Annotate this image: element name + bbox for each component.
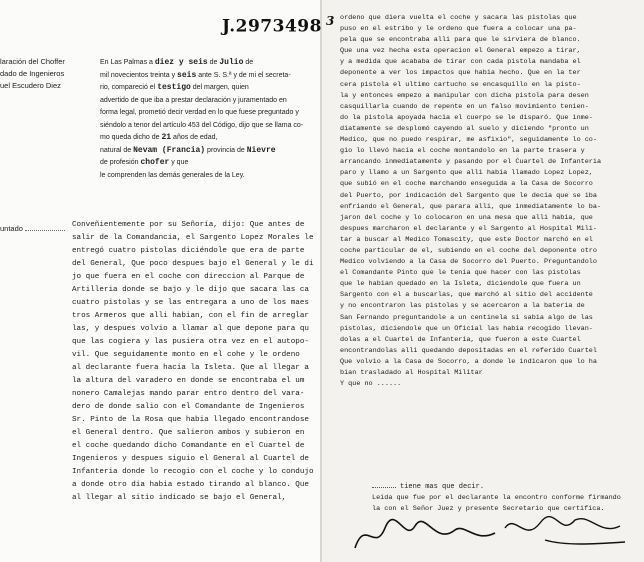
testimony-line: cuatro pistolas y se las entregara a uno de los maes <box>72 299 309 307</box>
testimony-line: arrancando inmediatamente y pasando por el Cuartel de Infanteria <box>340 158 602 167</box>
testimony-line: Sr. Pinto de la Rosa que habia llegado encontrandose <box>72 416 309 424</box>
testimony-line: del Puerto, por indicación del Sargento que le decia que se iba <box>340 191 597 200</box>
testimony-line: Que volvio a la Casa de Socorro, a donde le indicaron que lo ha <box>340 357 597 366</box>
left-testimony-text <box>72 219 316 505</box>
testimony-line: vil. Que seguidamente monto en el cohe y le ordeno <box>72 351 300 359</box>
testimony-line: do la pistola apoyada hacia el cuerpo se le disparó. Que inme- <box>340 113 593 122</box>
closing-line: tiene mas que decir. <box>372 483 484 491</box>
filled-value: chofer <box>140 158 170 167</box>
testimony-line: enfriando el General, que parara alli, que inmediatamente lo ba- <box>340 202 602 211</box>
testimony-line: diatamente se desplomó cayendo al suelo y diciendo "pronto un <box>340 124 589 133</box>
testimony-line: puso en el estribo y le ordeno que fuera a colocar una pa- <box>340 25 577 34</box>
testimony-line: pistolas, diciendole que un Oficial las habia recogido llevan- <box>340 324 593 333</box>
document-code-mark: 3 <box>325 14 335 28</box>
testimony-line: jo que fuera en el coche con direccion al Parque de <box>72 273 305 281</box>
testimony-line: que le habian quedado en la Isleta, diciendole que fuera un <box>340 280 581 289</box>
form-line <box>100 170 315 183</box>
certification-line-2: la con el Señor Juez y presente Secretario que certifica. <box>372 505 605 513</box>
form-text: ante S. S.ª y de mi el secreta- <box>196 71 291 79</box>
testimony-line: y no encontraron las pistolas y se acercaron a la bateria de <box>340 302 585 311</box>
form-line <box>100 70 315 83</box>
form-text: años de edad, <box>171 134 218 141</box>
filled-value: Julio <box>219 58 244 67</box>
testimony-line: gio lo llevó hacia el coche montandolo en la parte trasera y <box>340 147 585 156</box>
testimony-line: Artilleria donde se bajo y le dijo que sacara las ca <box>72 286 309 294</box>
filled-value: seis <box>177 70 197 80</box>
form-line <box>100 120 315 133</box>
signatures <box>345 508 640 558</box>
testimony-line: salir de la Comandancia, el Sargento Lopez Morales le <box>72 234 314 242</box>
testimony-line: nonero Camalejas mando parar entro dentro del vara- <box>72 390 305 398</box>
testimony-line: que las cogiera y las pusiera otra vez en el autopo- <box>72 338 309 346</box>
testimony-line: las, y despues volvio a llamar al que depone para qu <box>72 325 309 333</box>
testimony-line: deponente a ver los impactos que habia hecho. Que en la ter <box>340 69 581 78</box>
filled-value: 21 <box>161 133 172 142</box>
form-text: mil novecientos treinta y <box>100 71 178 79</box>
form-text: mo queda dicho de <box>100 134 162 141</box>
margin-label-3: uel Escudero Diez <box>0 81 61 90</box>
testimony-line: despues marcharon el declarante y el Sargento al Hospital Mili- <box>340 224 597 233</box>
form-text: En Las Palmas a <box>100 59 155 66</box>
testimony-line: el Comandante Pinto que le tenia que hacer con las pistolas <box>340 269 581 278</box>
testimony-line: el General dentro. Que salieron ambos y subieron en <box>72 429 305 437</box>
testimony-line: ordeno que diera vuelta el coche y sacara las pistolas que <box>340 14 577 22</box>
margin-label-1: laración del Choffer <box>0 57 65 66</box>
form-line <box>100 82 315 95</box>
document-code-number: J.2973498 <box>222 16 322 37</box>
testimony-line: encontrandolas alli quedando depositadas en el referido Cuartel <box>340 346 597 355</box>
right-testimony-text <box>340 13 640 390</box>
form-text: provincia de <box>205 146 247 154</box>
testimony-line: tar a buscar al Medico Tomascity, que este Doctor marchó en el <box>340 235 593 244</box>
testimony-line: casquillarla cuando de repente en un falso movimiento tenien- <box>340 102 589 111</box>
left-page <box>0 0 320 562</box>
form-line <box>100 57 315 70</box>
testimony-line: coche particular de el, subiendo en el coche del deponente otro <box>340 246 597 255</box>
filled-value: Nievre <box>246 145 276 155</box>
testimony-line: Medico volviendo a la Casa de Socorro del Puerto. Preguntandolo <box>340 258 597 267</box>
testimony-line: y a medida que acababa de tirar con cada pistola mandaba el <box>340 58 581 67</box>
testimony-line: dolas a el Cuartel de Infanteria, que fueron a este Cuartel <box>340 335 581 344</box>
testimony-line: el coche quedando dicho Comandante en el Cuartel de <box>72 442 305 450</box>
testimony-line: bian trasladado al Hospital Militar <box>340 369 483 377</box>
testimony-line: Que una vez hecha esta operacion el General empezo a tirar, <box>340 47 581 56</box>
filled-value: diez y seis <box>154 58 208 67</box>
testimony-line: Sargento con el a buscarlas, que marchó al sitio del accidente <box>340 291 593 300</box>
testimony-line: entregó cuatro pistolas diciéndole que era de parte <box>72 247 305 255</box>
testimony-line: pela que se encontraba alli para que le sirviera de blanco. <box>340 36 581 45</box>
testimony-line: a donde otro dia habia estado tirando al blanco. Que <box>72 481 309 489</box>
certification-line-1: Leida que fue por el declarante la encontro conforme firmando <box>372 494 621 502</box>
margin-label-2: dado de Ingenieros <box>0 69 65 78</box>
testimony-line: paro y llamo a un Sargento que alli habia llamado Lopez Lopez, <box>340 169 593 178</box>
form-line <box>100 132 315 145</box>
testimony-line: Infanteria donde lo recogio con el coche y lo condujo <box>72 468 314 476</box>
form-line <box>100 157 315 170</box>
form-text: rio, compareció el <box>100 84 158 91</box>
form-text: le comprenden las demás generales de la Ley. <box>100 171 245 179</box>
testimony-line: Medico, que no puedo respirar, me asfixio", seguidamente lo co- <box>340 136 597 145</box>
filled-value: Nevam (Francia) <box>133 145 206 155</box>
filled-value: testigo <box>157 83 191 92</box>
testimony-line: la altura del varadero en donde se encontraba el um <box>72 377 305 385</box>
document-code <box>222 14 335 37</box>
form-text: forma legal, prometió decir verdad en lo que fuese preguntado y <box>100 109 299 116</box>
testimony-line: del General, Que poco despues bajo el General y le di <box>72 260 314 268</box>
signature-1 <box>355 520 495 548</box>
testimony-line: Y que no ...... <box>340 380 402 389</box>
testimony-line: al declarante fuera hacia la Isleta. Que al llegar a <box>72 364 309 372</box>
form-line <box>100 95 315 108</box>
form-text: del margen, quien <box>190 84 249 91</box>
testimony-line: jaron del coche y lo colocaron en una mesa que alli habia, que <box>340 213 593 222</box>
testimony-line: al llegar al sitio indicado se bajo el General, <box>72 494 287 502</box>
form-line <box>100 145 315 158</box>
form-text: natural de <box>100 146 134 154</box>
form-text: de <box>207 59 220 66</box>
form-text: siéndolo a tenor del artículo 453 del Código, dijo que se llama co- <box>100 121 304 129</box>
form-text: y que <box>169 159 189 166</box>
testimony-line: Ingenieros y despues siguio el General al Cuartel de <box>72 455 309 463</box>
testimony-line: tros Armeros que alli habian, con el fin de arreglar <box>72 312 309 320</box>
form-text: de <box>243 59 254 66</box>
left-margin-label: untado <box>0 224 65 233</box>
testimony-line: dero de donde salio con el Comandante de Ingenieros <box>72 403 305 411</box>
form-text: de profesión <box>100 159 141 166</box>
testimony-line: San Fernando preguntandole a un centinela si sabia algo de las <box>340 313 593 322</box>
form-line <box>100 107 315 120</box>
testimony-line: cera pistola el ultimo cartucho se encasquillo en la pisto- <box>340 80 581 89</box>
signature-2 <box>505 517 625 544</box>
testimony-line: Conveñientemente por su Señoría, dijo: Que antes de <box>72 221 305 229</box>
testimony-line: la y entonces empezo a manipular con dicha pistola para desen <box>340 91 589 100</box>
declaration-form-block <box>100 57 315 182</box>
form-text: advertido de que iba a prestar declaración y juramentado en <box>100 96 287 104</box>
witness-label-column <box>0 56 92 92</box>
testimony-line: que subió en el coche marchando enseguida a la Casa de Socorro <box>340 180 593 189</box>
